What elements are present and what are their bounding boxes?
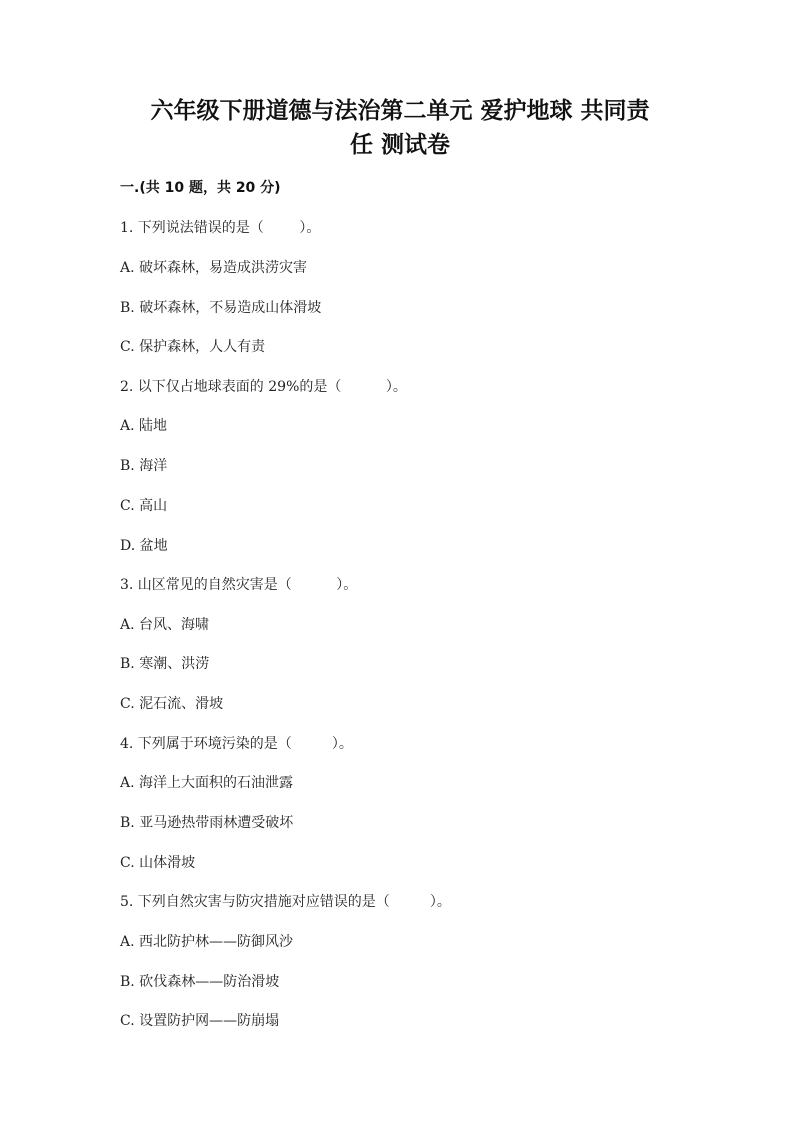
- section-header: 一.(共 10 题，共 20 分): [120, 180, 281, 196]
- question-1-option-a: A. 破坏森林，易造成洪涝灾害: [120, 260, 308, 276]
- question-1-stem: 1. 下列说法错误的是（ ）。: [120, 220, 321, 236]
- question-2-stem: 2. 以下仅占地球表面的 29%的是（ ）。: [120, 379, 407, 395]
- document-title: [100, 94, 700, 162]
- question-5-option-a: A. 西北防护林——防御风沙: [120, 934, 294, 950]
- question-5-option-c: C. 设置防护网——防崩塌: [120, 1013, 280, 1029]
- question-4-option-a: A. 海洋上大面积的石油泄露: [120, 775, 294, 791]
- question-3-option-b: B. 寒潮、洪涝: [120, 656, 210, 672]
- question-3-option-a: A. 台风、海啸: [120, 617, 210, 633]
- question-1-option-b: B. 破坏森林，不易造成山体滑坡: [120, 300, 322, 316]
- question-2-option-c: C. 高山: [120, 498, 168, 514]
- title-line-1: 六年级下册道德与法治第二单元 爱护地球 共同责: [150, 98, 650, 124]
- question-5-stem: 5. 下列自然灾害与防灾措施对应错误的是（ ）。: [120, 894, 451, 910]
- question-4-stem: 4. 下列属于环境污染的是（ ）。: [120, 736, 353, 752]
- question-3-option-c: C. 泥石流、滑坡: [120, 696, 224, 712]
- question-4-option-c: C. 山体滑坡: [120, 855, 196, 871]
- question-3-stem: 3. 山区常见的自然灾害是（ ）。: [120, 577, 358, 593]
- question-2-option-b: B. 海洋: [120, 458, 168, 474]
- question-1-option-c: C. 保护森林，人人有责: [120, 339, 266, 355]
- title-line-2: 任 测试卷: [349, 132, 450, 158]
- question-5-option-b: B. 砍伐森林——防治滑坡: [120, 974, 280, 990]
- question-2-option-a: A. 陆地: [120, 418, 168, 434]
- question-2-option-d: D. 盆地: [120, 538, 168, 554]
- question-4-option-b: B. 亚马逊热带雨林遭受破坏: [120, 815, 294, 831]
